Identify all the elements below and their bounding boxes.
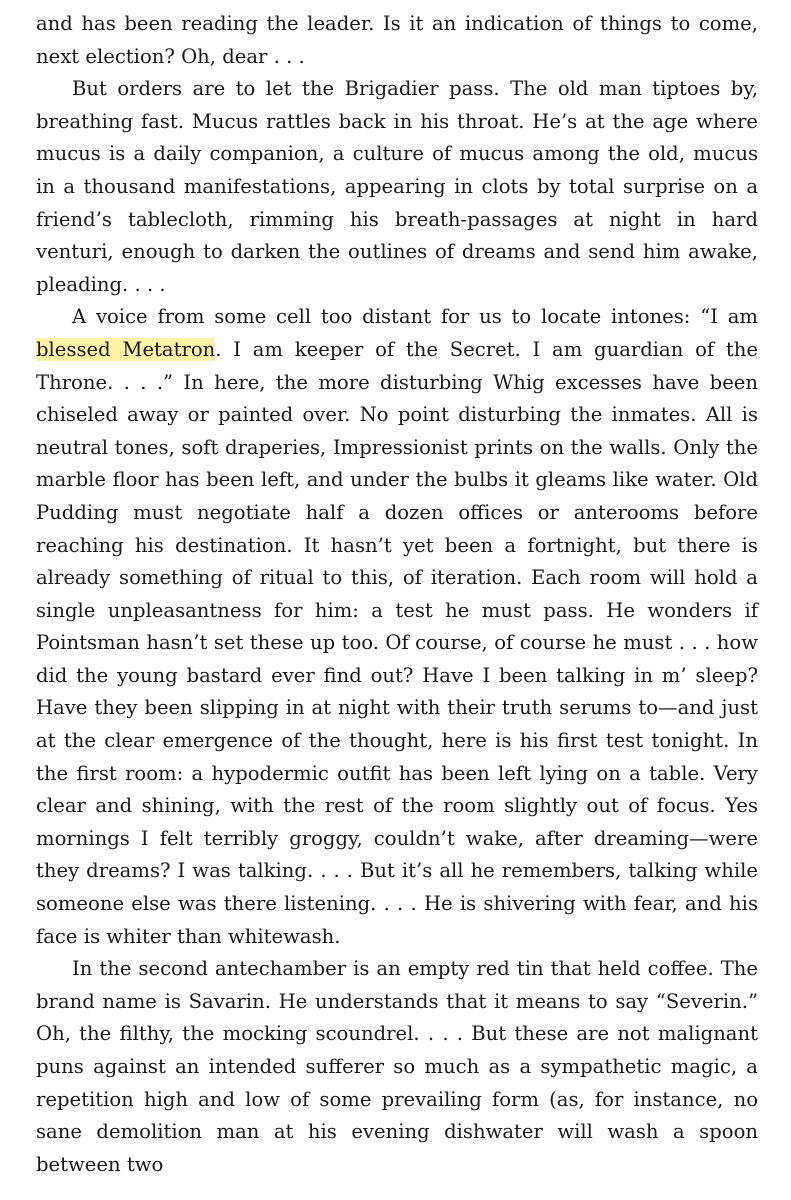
- book-page: [36, 8, 758, 1181]
- paragraph-4: In the second antechamber is an empty red tin that held coffee. The brand name is Savarin. He understands that it means to say “Severin.” Oh, the filthy, the mocking scoundrel. . . . But these are not malignant puns against an intended sufferer so much as a sympathetic magic, a repetition high and low of some prevailing form (as, for instance, no sane demolition man at his evening dishwater will wash a spoon between two: [36, 957, 758, 1176]
- paragraph-2: But orders are to let the Brigadier pass. The old man tiptoes by, breathing fast. Mucus rattles back in his throat. He’s at the age where mucus is a daily companion, a culture of mucus among the old, mucus in a thousand manifestations, appearing in clots by total surprise on a friend’s tablecloth, rimming his breath-passages at night in hard venturi, enough to darken the outlines of dreams and send him awake, pleading. . . .: [36, 77, 758, 296]
- paragraph-3-lead: A voice from some cell too distant for us to locate intones: “I am: [72, 305, 758, 329]
- paragraph-3-body: . I am keeper of the Secret. I am guardian of the Throne. . . .” In here, the more disturbing Whig excesses have been chiseled away or painted over. No point disturbing the inmates. All is neutral tones, soft draperies, Impressionist prints on the walls. Only the marble floor has been left, and under the bulbs it gleams like water. Old Pudding must negotiate half a dozen offices or anterooms before reaching his destination. It hasn’t yet been a fortnight, but there is already something of ritual to this, of iteration. Each room will hold a single unpleasantness for him: a test he must pass. He wonders if Pointsman hasn’t set these up too. Of course, of course he must . . . how did the young bastard ever find out? Have I been talking in m’ sleep? Have they been slipping in at night with their truth serums to—and just at the clear emergence of the thought, here is his first test tonight. In the first room: a hypodermic outfit has been left lying on a table. Very clear and shining, with the rest of the room slightly out of focus. Yes mornings I felt terribly groggy, couldn’t wake, after dreaming—were they dreams? I was talking. . . . But it’s all he remembers, talking while someone else was there listening. . . . He is shivering with fear, and his face is whiter than whitewash.: [36, 337, 758, 948]
- paragraph-3: [36, 301, 758, 953]
- highlighted-phrase[interactable]: blessed Metatron: [36, 337, 216, 361]
- paragraph-1: and has been reading the leader. Is it an indication of things to come, next election? Oh, dear . . .: [36, 12, 758, 68]
